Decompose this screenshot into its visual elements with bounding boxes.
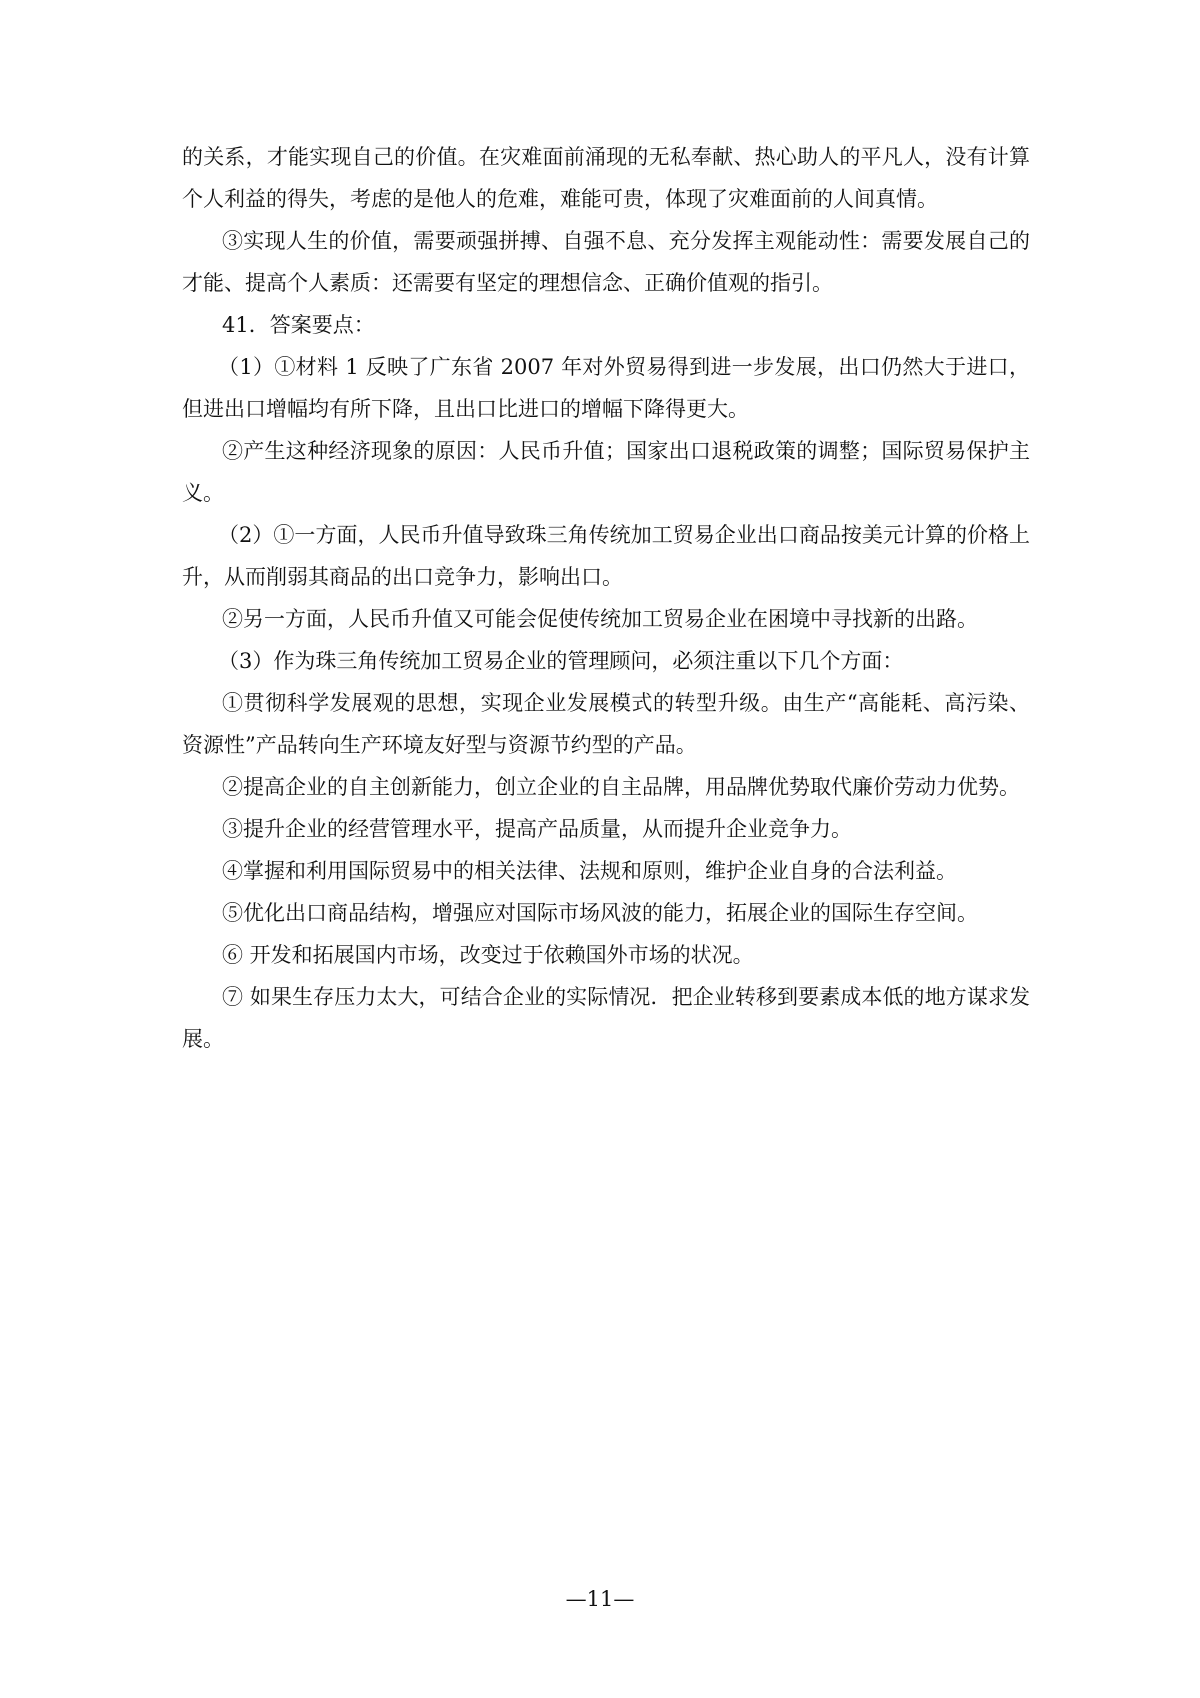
answer-3-heading: （3）作为珠三角传统加工贸易企业的管理顾问，必须注重以下几个方面： — [218, 649, 904, 673]
answer-3-point-6: ⑥ 开发和拓展国内市场，改变过于依赖国外市场的状况。 — [222, 943, 754, 967]
answer-3-point-3: ③提升企业的经营管理水平，提高产品质量，从而提升企业竞争力。 — [222, 817, 852, 841]
answer-2-point-2: ②另一方面，人民币升值又可能会促使传统加工贸易企业在困境中寻找新的出路。 — [222, 607, 978, 631]
question-41-heading: 41．答案要点： — [222, 313, 375, 337]
answer-1-point-1: （1）①材料 1 反映了广东省 2007 年对外贸易得到进一步发展，出口仍然大于进口，但进出口增幅均有所下降，且出口比进口的增幅下降得更大。 — [182, 355, 1030, 421]
answer-3-point-1: ①贯彻科学发展观的思想，实现企业发展模式的转型升级。由生产“高能耗、高污染、资源性”产品转向生产环境友好型与资源节约型的产品。 — [182, 691, 1030, 757]
document-body — [182, 136, 1030, 1060]
answer-2-point-1: （2）①一方面，人民币升值导致珠三角传统加工贸易企业出口商品按美元计算的价格上升，从而削弱其商品的出口竞争力，影响出口。 — [182, 523, 1030, 589]
answer-3-point-7: ⑦ 如果生存压力太大，可结合企业的实际情况．把企业转移到要素成本低的地方谋求发展。 — [182, 985, 1030, 1051]
paragraph-value-of-life: ③实现人生的价值，需要顽强拼搏、自强不息、充分发挥主观能动性：需要发展自己的才能、提高个人素质：还需要有坚定的理想信念、正确价值观的指引。 — [182, 229, 1030, 295]
answer-3-point-2: ②提高企业的自主创新能力，创立企业的自主品牌，用品牌优势取代廉价劳动力优势。 — [222, 775, 1020, 799]
answer-3-point-5: ⑤优化出口商品结构，增强应对国际市场风波的能力，拓展企业的国际生存空间。 — [222, 901, 978, 925]
answer-3-point-4: ④掌握和利用国际贸易中的相关法律、法规和原则，维护企业自身的合法利益。 — [222, 859, 957, 883]
page-number: —11— — [565, 1587, 635, 1611]
answer-1-point-2: ②产生这种经济现象的原因：人民币升值；国家出口退税政策的调整；国际贸易保护主义。 — [182, 439, 1030, 505]
paragraph-continuation: 的关系，才能实现自己的价值。在灾难面前涌现的无私奉献、热心助人的平凡人，没有计算个人利益的得失，考虑的是他人的危难，难能可贵，体现了灾难面前的人间真情。 — [182, 145, 1030, 211]
